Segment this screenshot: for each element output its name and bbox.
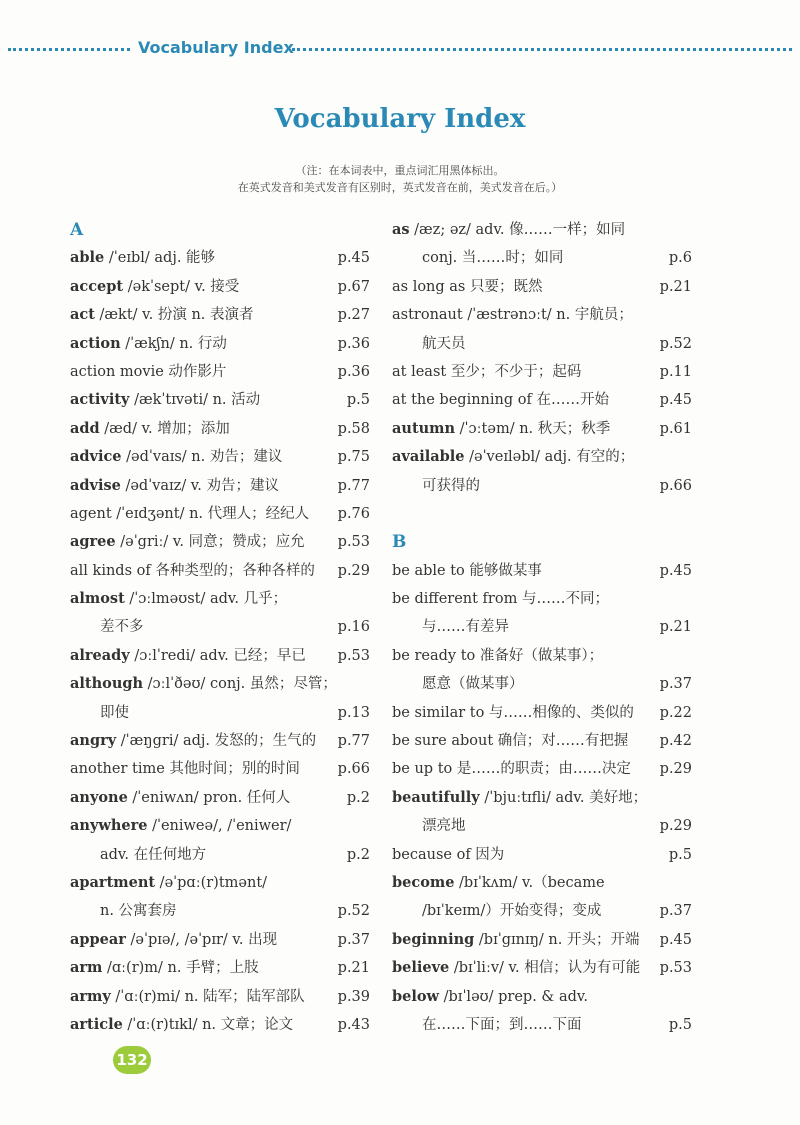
entry-page-ref: p.6: [668, 250, 692, 267]
entry-text: [422, 613, 509, 641]
index-entry: [392, 330, 692, 358]
note-line-1: （注：在本词表中，重点词汇用黑体标出。: [295, 164, 505, 177]
entry-definition: all kinds of 各种类型的；各种各样的: [70, 562, 315, 579]
entry-text: [392, 273, 543, 301]
entry-text: [70, 557, 315, 585]
entry-text: [392, 443, 634, 471]
index-entry: [70, 443, 370, 471]
index-entry: [392, 216, 692, 244]
entry-text: [392, 642, 603, 670]
entry-headword: beautifully: [392, 788, 480, 806]
entry-page-ref: p.66: [659, 477, 692, 494]
entry-definition: /ˈɑː(r)tɪkl/ n. 文章；论文: [122, 1016, 294, 1033]
entry-definition: /ˈeɪbl/ adj. 能够: [104, 250, 216, 267]
entry-page-ref: p.42: [659, 733, 692, 750]
entry-headword: available: [392, 448, 465, 466]
index-entry: [70, 613, 370, 641]
index-entry: [392, 273, 692, 301]
entry-page-ref: p.39: [337, 988, 370, 1005]
index-entry: [392, 1011, 692, 1039]
entry-text: [70, 273, 239, 301]
index-entry: [70, 755, 370, 783]
entry-definition: be able to 能够做某事: [392, 562, 542, 579]
entry-text: [392, 727, 628, 755]
left-entry-list: [70, 244, 370, 1039]
entry-definition: as long as 只要；既然: [392, 278, 543, 295]
page-number-badge: 132: [113, 1046, 151, 1074]
entry-text: [422, 897, 601, 925]
entry-text: [70, 755, 300, 783]
entry-definition: agent /ˈeɪdʒənt/ n. 代理人；经纪人: [70, 505, 310, 522]
index-entry: [392, 386, 692, 414]
entry-text: [70, 244, 215, 272]
entry-text: [422, 330, 466, 358]
entry-page-ref: p.37: [659, 676, 692, 693]
entry-text: [70, 642, 306, 670]
entry-text: [70, 330, 227, 358]
entry-definition: at least 至少；不少于；起码: [392, 363, 582, 380]
index-entry: [70, 301, 370, 329]
right-entry-list-b: [392, 557, 692, 1040]
entry-text: [392, 983, 588, 1011]
entry-definition: 愿意（做某事）: [422, 676, 524, 693]
entry-text: [392, 301, 633, 329]
entry-text: [392, 557, 542, 585]
entry-page-ref: p.16: [337, 619, 370, 636]
entry-page-ref: p.21: [659, 278, 692, 295]
entry-text: [70, 472, 279, 500]
entry-headword: already: [70, 646, 130, 664]
entry-text: [392, 216, 625, 244]
index-entry: [392, 699, 692, 727]
entry-definition: another time 其他时间；别的时间: [70, 761, 300, 778]
entry-definition: /ˈbjuːtɪfli/ adv. 美好地；: [479, 789, 648, 806]
entry-definition: /ˈeniwʌn/ pron. 任何人: [127, 789, 291, 806]
entry-page-ref: p.52: [659, 335, 692, 352]
entry-definition: /bɪˈliːv/ v. 相信；认为有可能: [449, 960, 641, 977]
entry-text: [392, 699, 634, 727]
entry-text: [70, 301, 254, 329]
index-entry: [70, 869, 370, 897]
entry-page-ref: p.75: [337, 449, 370, 466]
entry-text: [70, 443, 282, 471]
entry-headword: become: [392, 873, 455, 891]
entry-headword: anywhere: [70, 817, 148, 835]
entry-headword: activity: [70, 391, 130, 409]
entry-definition: /ədˈvaɪs/ n. 劝告；建议: [121, 449, 283, 466]
entry-text: [392, 954, 640, 982]
page-title: Vocabulary Index: [274, 104, 526, 134]
entry-definition: /əˈpɪə/, /əˈpɪr/ v. 出现: [125, 931, 278, 948]
entry-text: [392, 358, 581, 386]
index-entry: [392, 244, 692, 272]
entry-text: [392, 755, 631, 783]
index-entry: [392, 443, 692, 471]
entry-text: [70, 415, 230, 443]
index-entry: [70, 500, 370, 528]
entry-text: [100, 841, 206, 869]
entry-headword: arm: [70, 959, 103, 977]
entry-headword: advise: [70, 476, 121, 494]
entry-page-ref: p.27: [337, 307, 370, 324]
entry-definition: be different from 与……不同；: [392, 591, 609, 608]
index-entry: [70, 812, 370, 840]
entry-text: [422, 812, 466, 840]
entry-definition: 即使: [100, 704, 129, 721]
entry-text: [70, 926, 277, 954]
entry-page-ref: p.11: [659, 363, 692, 380]
entry-page-ref: p.29: [659, 818, 692, 835]
entry-headword: believe: [392, 959, 450, 977]
entry-page-ref: p.5: [668, 846, 692, 863]
entry-text: [392, 386, 609, 414]
entry-headword: as: [392, 221, 410, 238]
entry-definition: 与……有差异: [422, 619, 509, 636]
entry-page-ref: p.21: [659, 619, 692, 636]
entry-definition: /ˈɔːtəm/ n. 秋天；秋季: [455, 420, 611, 437]
entry-headword: article: [70, 1015, 123, 1033]
entry-text: [70, 528, 305, 556]
entry-definition: be ready to 准备好（做某事）；: [392, 647, 604, 664]
index-entry: [392, 585, 692, 613]
entry-text: [70, 983, 305, 1011]
entry-text: [70, 812, 291, 840]
entry-definition: /bɪˈgɪnɪŋ/ n. 开头；开端: [474, 931, 640, 948]
entry-headword: add: [70, 419, 100, 437]
index-entry: [70, 983, 370, 1011]
entry-definition: 差不多: [100, 619, 144, 636]
index-entry: [70, 670, 370, 698]
entry-page-ref: p.45: [337, 250, 370, 267]
entry-definition: /ˈækʃn/ n. 行动: [120, 335, 227, 352]
entry-text: [100, 897, 177, 925]
entry-definition: n. 公寓套房: [100, 903, 177, 920]
index-entry: [70, 699, 370, 727]
index-entry: [392, 472, 692, 500]
section-letter-b: B: [392, 532, 407, 553]
entry-text: [70, 784, 290, 812]
index-entry: [392, 812, 692, 840]
entry-text: [70, 585, 287, 613]
index-entry: [70, 841, 370, 869]
entry-definition: because of 因为: [392, 846, 505, 863]
entry-definition: /ɔːlˈredi/ adv. 已经；早已: [129, 647, 306, 664]
index-entry: [70, 472, 370, 500]
entry-headword: almost: [70, 590, 125, 608]
index-note: [0, 162, 800, 196]
entry-definition: /ədˈvaɪz/ v. 劝告；建议: [120, 477, 279, 494]
entry-headword: appear: [70, 930, 126, 948]
entry-definition: /əˈgriː/ v. 同意；赞成；应允: [115, 534, 305, 551]
index-entry: [70, 1011, 370, 1039]
entry-headword: act: [70, 306, 95, 324]
entry-text: [422, 1011, 582, 1039]
index-entry: [70, 727, 370, 755]
index-entry: [70, 897, 370, 925]
entry-text: [70, 500, 309, 528]
index-entry: [392, 415, 692, 443]
entry-headword: beginning: [392, 930, 475, 948]
index-entry: [392, 670, 692, 698]
entry-page-ref: p.5: [346, 392, 370, 409]
entry-text: [70, 358, 226, 386]
index-entry: [70, 358, 370, 386]
note-line-2: 在英式发音和美式发音有区别时，英式发音在前，美式发音在后。）: [237, 181, 563, 194]
entry-page-ref: p.77: [337, 477, 370, 494]
entry-definition: be similar to 与……相像的、类似的: [392, 704, 634, 721]
index-entry: [392, 755, 692, 783]
entry-definition: be up to 是……的职责；由……决定: [392, 761, 631, 778]
entry-text: [392, 784, 647, 812]
entry-text: [392, 841, 504, 869]
entry-definition: /əˈveɪləbl/ adj. 有空的；: [464, 449, 635, 466]
entry-page-ref: p.53: [659, 960, 692, 977]
entry-headword: able: [70, 249, 105, 267]
index-entry: [70, 330, 370, 358]
index-entry: [392, 301, 692, 329]
entry-text: [100, 613, 144, 641]
entry-page-ref: p.53: [337, 534, 370, 551]
entry-headword: below: [392, 987, 440, 1005]
entry-page-ref: p.29: [659, 761, 692, 778]
entry-page-ref: p.13: [337, 704, 370, 721]
entry-headword: apartment: [70, 873, 156, 891]
entry-definition: 漂亮地: [422, 818, 466, 835]
entry-definition: /ˈæŋgri/ adj. 发怒的；生气的: [116, 733, 317, 750]
section-letter-a: A: [70, 220, 84, 240]
entry-definition: 在……下面；到……下面: [422, 1016, 582, 1033]
entry-text: [70, 727, 316, 755]
index-entry: [70, 585, 370, 613]
entry-text: [422, 670, 524, 698]
entry-definition: astronaut /ˈæstrənɔːt/ n. 宇航员；: [392, 307, 633, 324]
index-entry: [392, 897, 692, 925]
entry-definition: /ˈeniweə/, /ˈeniwer/: [147, 818, 292, 835]
entry-page-ref: p.45: [659, 931, 692, 948]
entry-page-ref: p.52: [337, 903, 370, 920]
entry-text: [70, 1011, 293, 1039]
index-entry: [70, 273, 370, 301]
entry-text: [392, 585, 609, 613]
right-entry-list-a: [392, 216, 692, 500]
entry-page-ref: p.43: [337, 1016, 370, 1033]
entry-text: [100, 699, 129, 727]
index-entry: [70, 244, 370, 272]
entry-definition: action movie 动作影片: [70, 363, 227, 380]
entry-page-ref: p.45: [659, 562, 692, 579]
index-entry: [392, 358, 692, 386]
index-entry: [392, 642, 692, 670]
entry-headword: anyone: [70, 788, 128, 806]
entry-text: [392, 869, 605, 897]
entry-page-ref: p.67: [337, 278, 370, 295]
entry-headword: although: [70, 675, 144, 693]
right-column: [392, 216, 692, 1039]
entry-definition: adv. 在任何地方: [100, 846, 207, 863]
index-entry: [392, 727, 692, 755]
entry-page-ref: p.45: [659, 392, 692, 409]
entry-headword: advice: [70, 448, 122, 466]
entry-page-ref: p.2: [346, 846, 370, 863]
running-header: [0, 38, 800, 60]
entry-headword: agree: [70, 533, 116, 551]
entry-definition: /ækˈtɪvəti/ n. 活动: [129, 392, 261, 409]
entry-text: [422, 472, 480, 500]
entry-definition: /ɔːlˈðəʊ/ conj. 虽然；尽管；: [143, 676, 337, 693]
entry-definition: /bɪˈləʊ/ prep. & adv.: [439, 988, 588, 1005]
entry-definition: /bɪˈkeɪm/）开始变得；变成: [422, 903, 602, 920]
section-spacer: [392, 500, 692, 528]
index-entry: [392, 841, 692, 869]
index-entry: [392, 613, 692, 641]
entry-definition: /ˈɑː(r)mi/ n. 陆军；陆军部队: [110, 988, 305, 1005]
entry-headword: autumn: [392, 419, 456, 437]
index-entry: [392, 784, 692, 812]
entry-page-ref: p.37: [337, 931, 370, 948]
entry-page-ref: p.21: [337, 960, 370, 977]
index-entry: [392, 926, 692, 954]
entry-definition: /ækt/ v. 扮演 n. 表演者: [94, 307, 254, 324]
entry-text: [70, 670, 337, 698]
index-entry: [392, 954, 692, 982]
index-entry: [70, 784, 370, 812]
entry-headword: action: [70, 334, 121, 352]
entry-page-ref: p.29: [337, 562, 370, 579]
entry-definition: /əkˈsept/ v. 接受: [123, 278, 240, 295]
entry-headword: army: [70, 987, 111, 1005]
entry-page-ref: p.22: [659, 704, 692, 721]
entry-definition: at the beginning of 在……开始: [392, 392, 609, 409]
entry-text: [70, 954, 259, 982]
entry-definition: /æz; əz/ adv. 像……一样；如同: [409, 222, 626, 238]
entry-page-ref: p.36: [337, 335, 370, 352]
entry-page-ref: p.53: [337, 647, 370, 664]
index-entry: [392, 983, 692, 1011]
entry-page-ref: p.66: [337, 761, 370, 778]
entry-text: [70, 386, 260, 414]
dotted-rule-left: [8, 48, 130, 51]
entry-text: [422, 244, 563, 272]
index-entry: [70, 926, 370, 954]
entry-headword: accept: [70, 277, 124, 295]
entry-page-ref: p.77: [337, 733, 370, 750]
running-header-title: Vocabulary Index: [138, 38, 294, 57]
entry-definition: /ɑː(r)m/ n. 手臂；上肢: [102, 960, 259, 977]
entry-page-ref: p.37: [659, 903, 692, 920]
entry-text: [392, 415, 610, 443]
entry-definition: 可获得的: [422, 477, 480, 494]
index-entry: [392, 869, 692, 897]
left-column: [70, 216, 370, 1039]
entry-page-ref: p.36: [337, 363, 370, 380]
entry-text: [70, 869, 267, 897]
entry-definition: be sure about 确信；对……有把握: [392, 733, 629, 750]
index-entry: [70, 415, 370, 443]
entry-headword: angry: [70, 732, 117, 750]
index-entry: [70, 386, 370, 414]
entry-page-ref: p.2: [346, 789, 370, 806]
index-entry: [70, 528, 370, 556]
entry-page-ref: p.76: [337, 505, 370, 522]
entry-definition: /ˈɔːlməʊst/ adv. 几乎；: [124, 591, 288, 608]
entry-text: [392, 926, 639, 954]
entry-definition: 航天员: [422, 335, 466, 352]
entry-definition: conj. 当……时；如同: [422, 250, 564, 267]
entry-page-ref: p.5: [668, 1016, 692, 1033]
dotted-rule-right: [292, 48, 792, 51]
entry-definition: /əˈpɑː(r)tmənt/: [155, 874, 268, 891]
entry-definition: /bɪˈkʌm/ v.（became: [454, 874, 605, 891]
index-entry: [70, 557, 370, 585]
entry-definition: /æd/ v. 增加；添加: [99, 420, 230, 437]
entry-page-ref: p.61: [659, 420, 692, 437]
index-entry: [392, 557, 692, 585]
entry-page-ref: p.58: [337, 420, 370, 437]
index-entry: [70, 642, 370, 670]
index-entry: [70, 954, 370, 982]
